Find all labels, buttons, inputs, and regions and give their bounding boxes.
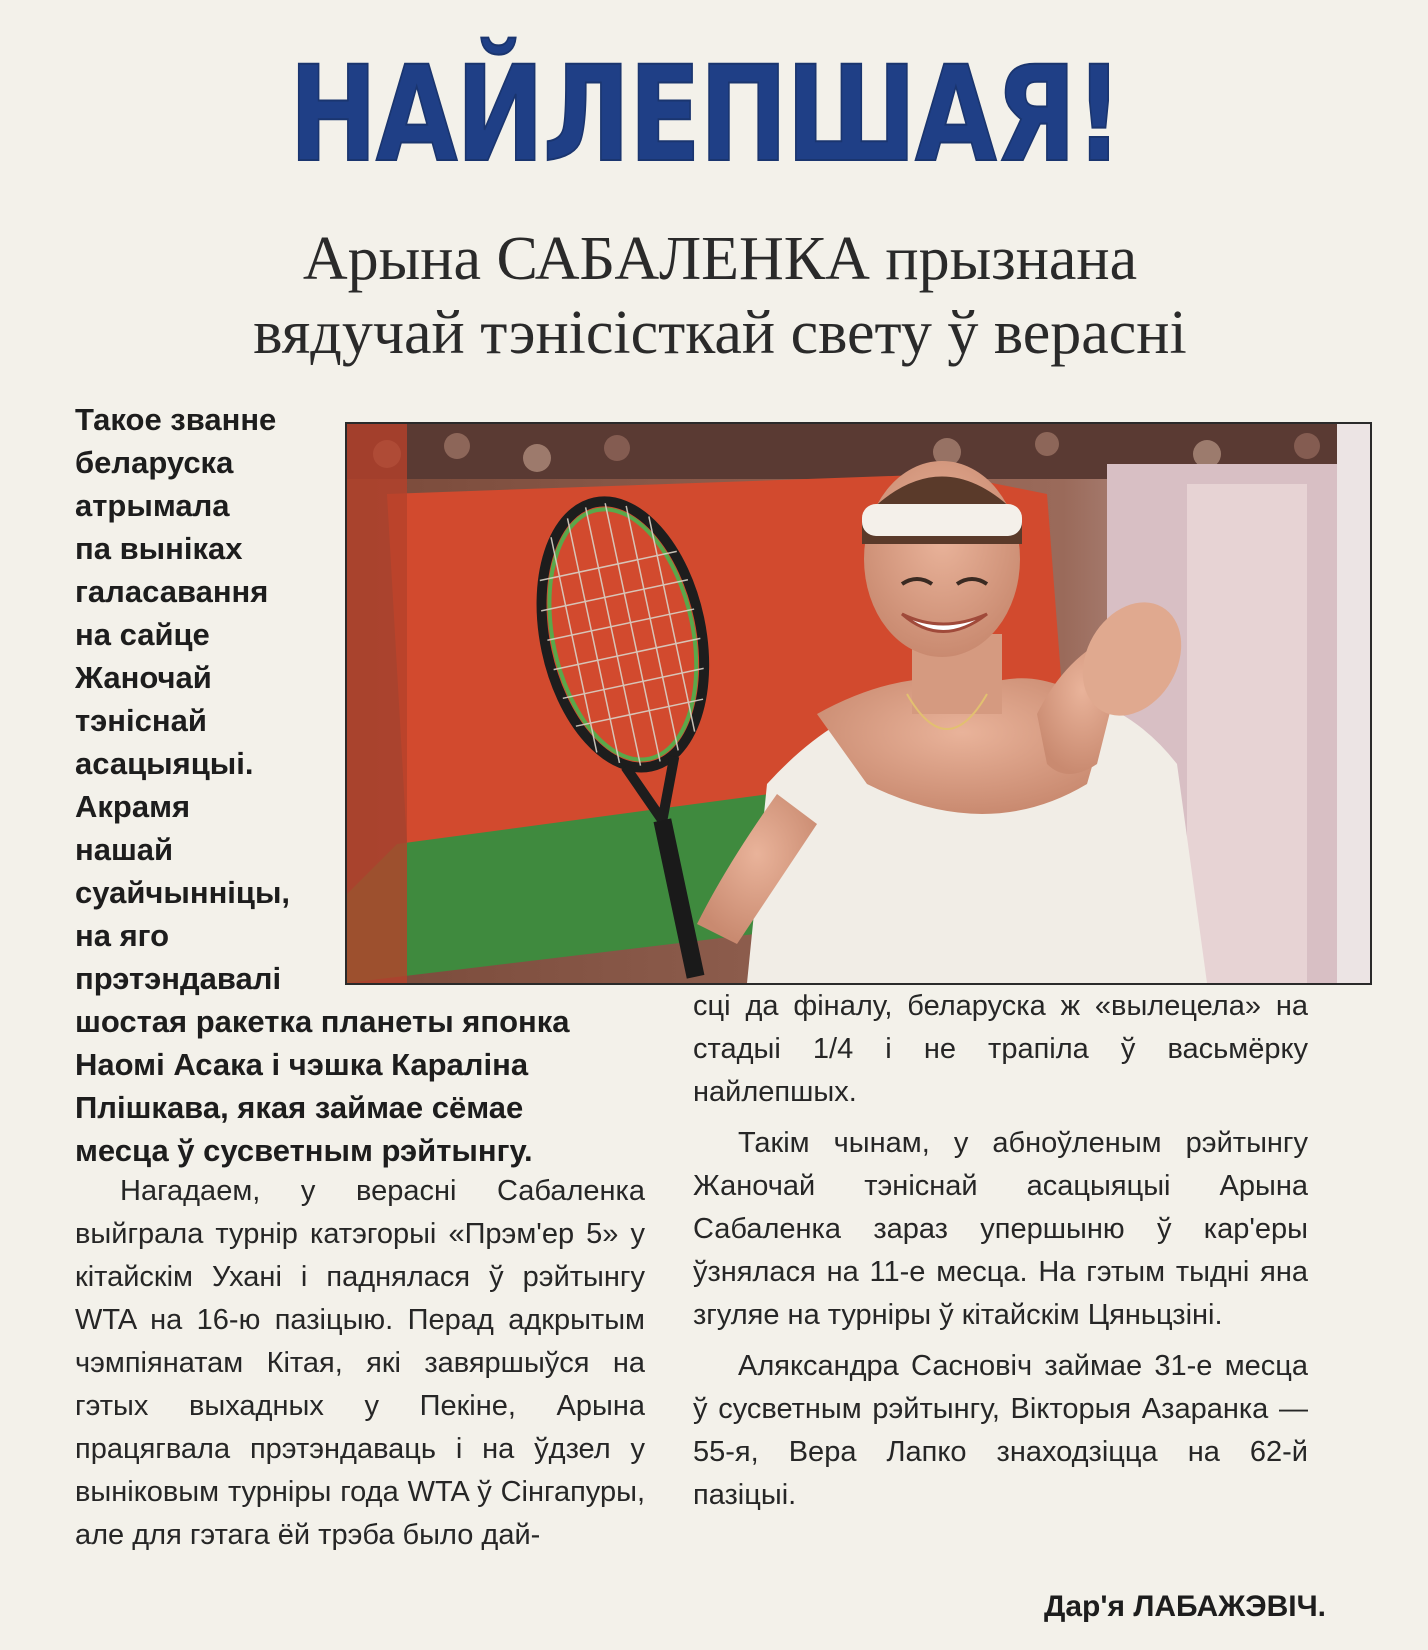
subhead-line-2: вядучай тэнісісткай свету ў верасні [253,299,1187,367]
body-paragraph: Нагадаем, у верасні Сабаленка выйграла турнір катэгорыі «Прэм'ер 5» у кітайскім Ухані і паднялася ў рэйтынгу WTA на 16-ю пазіцыю. Перад адкрытым чэмпіянатам Кітая, які завяршыўся на гэтых выхадных у Пекіне, Арына працягвала прэтэндаваць і на ўдзел у выніковым турніры года WTA ў Сінгапуры, але для гэтага ёй трэба было дай- [75,1175,645,1551]
lead-line: галасавання [75,574,269,609]
paragraph-spacer [693,1337,1308,1345]
lead-line: прэтэндавалі [75,961,282,996]
lead-line: шостая ракетка планеты японка [75,1004,570,1039]
left-column [75,1170,645,1557]
lead-line: нашай [75,832,174,867]
headline-text: НАЙЛЕПШАЯ! [288,38,1122,192]
right-column [693,985,1308,1517]
lead-line: атрымала [75,488,230,523]
lead-line: Акрамя [75,789,191,824]
subhead-line-1: Арына САБАЛЕНКА прызнана [302,225,1138,293]
lead-line: беларуска [75,445,234,480]
lead-line: тэніснай [75,703,207,738]
photo-illustration [347,424,1370,983]
lead-line: Наомі Асака і чэшка Караліна [75,1047,529,1082]
lead-line: Такое званне [75,402,277,437]
paragraph-spacer [693,1114,1308,1122]
lead-line: месца ў сусветным рэйтынгу. [75,1133,533,1168]
lead-line: Жаночай [75,660,212,695]
lead-line: на сайце [75,617,210,652]
article-photo [345,422,1372,985]
byline: Дар'я ЛАБАЖЭВІЧ. [1043,1590,1326,1623]
lead-line: Плішкава, якая займае сёмае [75,1090,524,1125]
lead-line: на яго [75,918,170,953]
body-paragraph: Аляксандра Сасновіч займае 31-е месца ў сусветным рэйтынгу, Вікторыя Азаранка — 55-я, Вера Лапко знаходзіцца на 62-й пазіцыі. [693,1350,1308,1511]
headline [285,40,1125,190]
lead-line: суайчынніцы, [75,875,291,910]
lead-line: асацыяцыі. [75,746,254,781]
body-paragraph: сці да фіналу, беларуска ж «вылецела» на стадыі 1/4 і не трапіла ў васьмёрку найлепшых. [693,990,1308,1108]
lead-line: па выніках [75,531,243,566]
body-paragraph: Такім чынам, у абноўленым рэйтынгу Жаночай тэніснай асацыяцыі Арына Сабаленка зараз упершыню ў кар'еры ўзнялася на 11-е месца. На гэтым тыдні яна згуляе на турніры ў кітайскім Цяньцзіні. [693,1127,1308,1331]
